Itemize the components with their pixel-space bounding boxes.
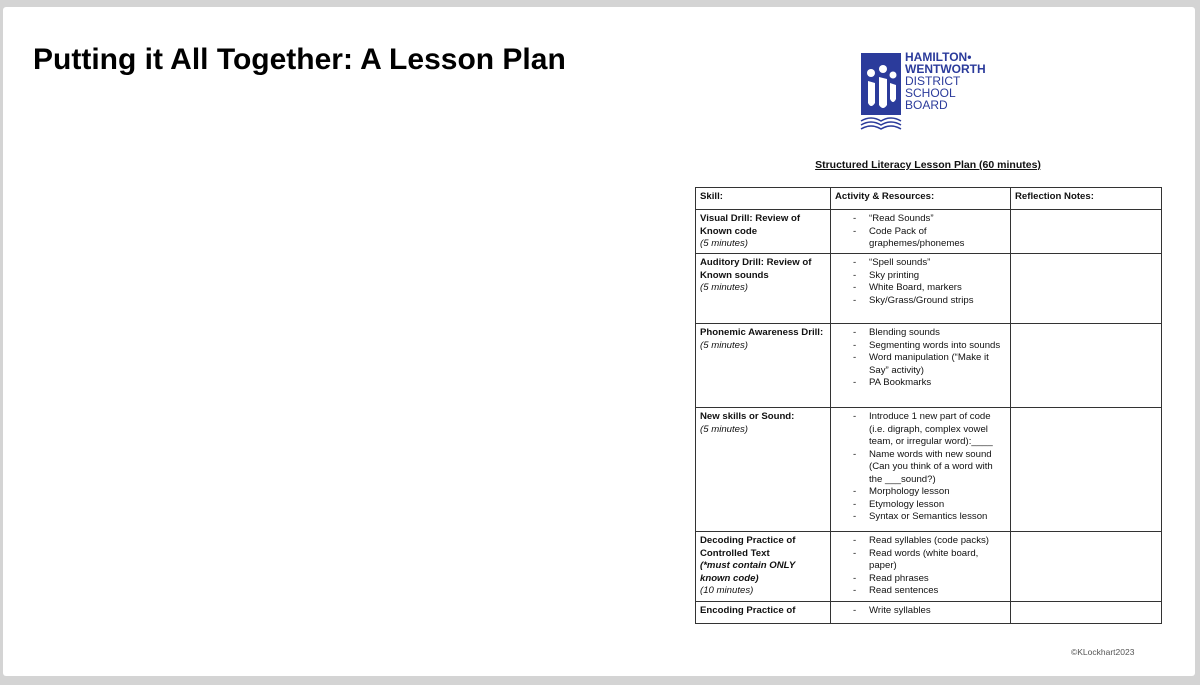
- header-reflection: Reflection Notes:: [1011, 188, 1162, 210]
- activity-item: - Segmenting words into sounds: [853, 340, 1006, 353]
- table-row: [696, 324, 1162, 408]
- copyright: ©KLockhart2023: [1071, 647, 1135, 657]
- table-body: [696, 210, 1162, 624]
- activity-cell: [831, 210, 1011, 254]
- activity-cell: [831, 532, 1011, 602]
- logo-line-3: DISTRICT: [905, 74, 961, 88]
- activity-item: - Sky/Grass/Ground strips: [853, 295, 1006, 308]
- activity-item: - Introduce 1 new part of code (i.e. digraph, complex vowel team, or irregular word):____: [853, 411, 1006, 449]
- school-board-logo: [857, 47, 1007, 137]
- activity-list: [835, 213, 1006, 251]
- skill-cell: [696, 408, 831, 532]
- skill-note: (*must contain ONLY known code): [700, 560, 796, 584]
- activity-item: - Write syllables: [853, 605, 1006, 618]
- reflection-cell[interactable]: [1011, 210, 1162, 254]
- skill-name: Decoding Practice of Controlled Text: [700, 535, 796, 559]
- reflection-cell[interactable]: [1011, 324, 1162, 408]
- activity-list: [835, 411, 1006, 524]
- activity-item: - “Spell sounds”: [853, 257, 1006, 270]
- activity-item: - Read sentences: [853, 585, 1006, 598]
- logo-line-2: WENTWORTH: [905, 62, 986, 76]
- reflection-cell[interactable]: [1011, 532, 1162, 602]
- skill-time: (5 minutes): [700, 282, 748, 293]
- activity-item: - Name words with new sound (Can you think of a word with the ___sound?): [853, 449, 1006, 487]
- activity-item: - PA Bookmarks: [853, 377, 1006, 390]
- table-row: [696, 408, 1162, 532]
- activity-item: - Read phrases: [853, 573, 1006, 586]
- skill-cell: [696, 602, 831, 624]
- reflection-cell[interactable]: [1011, 602, 1162, 624]
- table-header-row: [696, 188, 1162, 210]
- logo-line-5: BOARD: [905, 98, 948, 112]
- skill-time: (5 minutes): [700, 238, 748, 249]
- activity-item: - Read syllables (code packs): [853, 535, 1006, 548]
- activity-list: [835, 257, 1006, 307]
- activity-item: - Morphology lesson: [853, 486, 1006, 499]
- skill-name: Auditory Drill: Review of Known sounds: [700, 257, 812, 281]
- activity-item: - Etymology lesson: [853, 499, 1006, 512]
- logo-line-4: SCHOOL: [905, 86, 956, 100]
- slide: [3, 7, 1195, 676]
- lesson-plan-title: Structured Literacy Lesson Plan (60 minutes): [815, 159, 1041, 171]
- reflection-cell[interactable]: [1011, 254, 1162, 324]
- activity-item: - Read words (white board, paper): [853, 548, 1006, 573]
- activity-cell: [831, 408, 1011, 532]
- skill-name: Encoding Practice of: [700, 605, 796, 616]
- activity-item: - Syntax or Semantics lesson: [853, 511, 1006, 524]
- skill-time: (5 minutes): [700, 339, 748, 351]
- skill-name: Visual Drill: Review of Known code: [700, 213, 801, 237]
- table-row: [696, 602, 1162, 624]
- activity-item: - Sky printing: [853, 270, 1006, 283]
- activity-list: [835, 327, 1006, 390]
- lesson-plan-table: [695, 187, 1162, 624]
- reflection-cell[interactable]: [1011, 408, 1162, 532]
- activity-list: [835, 535, 1006, 598]
- skill-time: (5 minutes): [700, 423, 748, 435]
- skill-cell: [696, 254, 831, 324]
- school-board-logo-icon: [857, 47, 905, 137]
- activity-item: - White Board, markers: [853, 282, 1006, 295]
- logo-text: [905, 51, 986, 111]
- activity-item: - Word manipulation (“Make it Say” activity): [853, 352, 1006, 377]
- skill-time: (10 minutes): [700, 585, 754, 596]
- activity-item: - “Read Sounds”: [853, 213, 1006, 226]
- slide-title: Putting it All Together: A Lesson Plan: [33, 43, 566, 76]
- activity-item: - Blending sounds: [853, 327, 1006, 340]
- skill-cell: [696, 324, 831, 408]
- table-row: [696, 532, 1162, 602]
- table-row: [696, 210, 1162, 254]
- skill-name: New skills or Sound:: [700, 411, 795, 422]
- skill-name: Phonemic Awareness Drill:: [700, 327, 824, 338]
- activity-list: [835, 605, 1006, 618]
- activity-cell: [831, 254, 1011, 324]
- activity-cell: [831, 602, 1011, 624]
- skill-cell: [696, 210, 831, 254]
- header-skill: Skill:: [696, 188, 831, 210]
- skill-cell: [696, 532, 831, 602]
- activity-cell: [831, 324, 1011, 408]
- header-activity: Activity & Resources:: [831, 188, 1011, 210]
- logo-line-1: HAMILTON•: [905, 50, 972, 64]
- table-row: [696, 254, 1162, 324]
- activity-item: - Code Pack of graphemes/phonemes: [853, 226, 1006, 251]
